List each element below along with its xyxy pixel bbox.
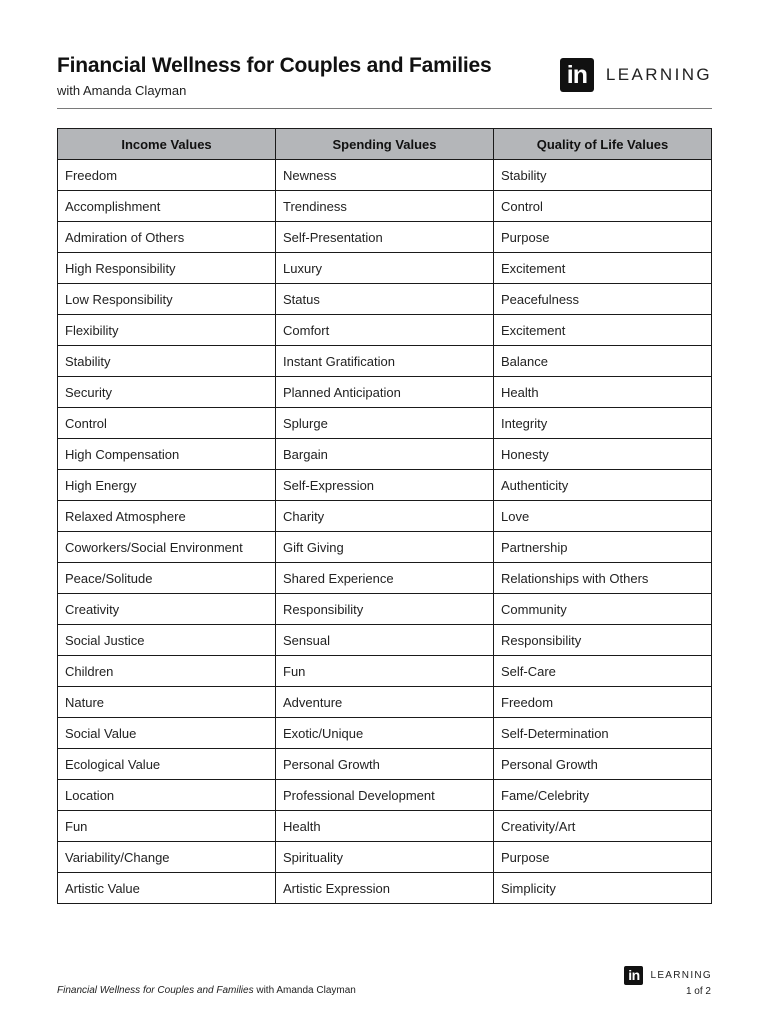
table-row (58, 873, 712, 904)
table-row (58, 625, 712, 656)
spending-value-cell: Newness (276, 160, 494, 191)
spending-value-cell: Trendiness (276, 191, 494, 222)
table-row (58, 656, 712, 687)
quality-of-life-value-cell: Freedom (494, 687, 712, 718)
spending-value-cell: Gift Giving (276, 532, 494, 563)
quality-of-life-value-cell: Control (494, 191, 712, 222)
table-row (58, 346, 712, 377)
income-value-cell: Nature (58, 687, 276, 718)
table-row (58, 842, 712, 873)
table-row (58, 222, 712, 253)
income-value-cell: Freedom (58, 160, 276, 191)
income-value-cell: High Compensation (58, 439, 276, 470)
linkedin-learning-logo (560, 57, 712, 93)
spending-value-cell: Artistic Expression (276, 873, 494, 904)
quality-of-life-value-cell: Excitement (494, 253, 712, 284)
table-row (58, 439, 712, 470)
income-value-cell: High Responsibility (58, 253, 276, 284)
document-header (57, 54, 712, 109)
table-row (58, 315, 712, 346)
spending-value-cell: Self-Presentation (276, 222, 494, 253)
quality-of-life-value-cell: Integrity (494, 408, 712, 439)
spending-value-cell: Comfort (276, 315, 494, 346)
quality-of-life-value-cell: Self-Care (494, 656, 712, 687)
linkedin-icon: in (560, 58, 594, 92)
quality-of-life-value-cell: Relationships with Others (494, 563, 712, 594)
spending-value-cell: Status (276, 284, 494, 315)
quality-of-life-value-cell: Responsibility (494, 625, 712, 656)
quality-of-life-value-cell: Honesty (494, 439, 712, 470)
column-header-income: Income Values (58, 129, 276, 160)
quality-of-life-value-cell: Simplicity (494, 873, 712, 904)
table-row (58, 811, 712, 842)
spending-value-cell: Personal Growth (276, 749, 494, 780)
spending-value-cell: Instant Gratification (276, 346, 494, 377)
table-body (58, 160, 712, 904)
quality-of-life-value-cell: Self-Determination (494, 718, 712, 749)
income-value-cell: Variability/Change (58, 842, 276, 873)
quality-of-life-value-cell: Authenticity (494, 470, 712, 501)
table-row (58, 749, 712, 780)
quality-of-life-value-cell: Balance (494, 346, 712, 377)
spending-value-cell: Responsibility (276, 594, 494, 625)
table-row (58, 594, 712, 625)
spending-value-cell: Fun (276, 656, 494, 687)
income-value-cell: Ecological Value (58, 749, 276, 780)
table-row (58, 377, 712, 408)
spending-value-cell: Bargain (276, 439, 494, 470)
income-value-cell: Artistic Value (58, 873, 276, 904)
footer-course-title: Financial Wellness for Couples and Families (57, 985, 254, 996)
income-value-cell: Accomplishment (58, 191, 276, 222)
table-row (58, 718, 712, 749)
income-value-cell: Location (58, 780, 276, 811)
document-subtitle: with Amanda Clayman (57, 83, 187, 98)
table-row (58, 284, 712, 315)
quality-of-life-value-cell: Peacefulness (494, 284, 712, 315)
linkedin-icon: in (624, 966, 643, 985)
footer-course-credit (57, 985, 356, 996)
table-row (58, 191, 712, 222)
quality-of-life-value-cell: Love (494, 501, 712, 532)
spending-value-cell: Spirituality (276, 842, 494, 873)
spending-value-cell: Charity (276, 501, 494, 532)
table-row (58, 780, 712, 811)
income-value-cell: Creativity (58, 594, 276, 625)
table-row (58, 687, 712, 718)
column-header-quality-of-life: Quality of Life Values (494, 129, 712, 160)
income-value-cell: Relaxed Atmosphere (58, 501, 276, 532)
income-value-cell: Coworkers/Social Environment (58, 532, 276, 563)
table-header-row (58, 129, 712, 160)
spending-value-cell: Splurge (276, 408, 494, 439)
quality-of-life-value-cell: Community (494, 594, 712, 625)
income-value-cell: High Energy (58, 470, 276, 501)
income-value-cell: Social Value (58, 718, 276, 749)
table-row (58, 532, 712, 563)
table-row (58, 160, 712, 191)
income-value-cell: Peace/Solitude (58, 563, 276, 594)
table-row (58, 253, 712, 284)
income-value-cell: Admiration of Others (58, 222, 276, 253)
quality-of-life-value-cell: Excitement (494, 315, 712, 346)
table-row (58, 408, 712, 439)
page-number: 1 of 2 (685, 986, 711, 997)
quality-of-life-value-cell: Stability (494, 160, 712, 191)
values-table (57, 128, 712, 904)
income-value-cell: Fun (58, 811, 276, 842)
quality-of-life-value-cell: Purpose (494, 222, 712, 253)
income-value-cell: Security (58, 377, 276, 408)
spending-value-cell: Adventure (276, 687, 494, 718)
brand-text: LEARNING (605, 65, 712, 84)
footer-course-author: with Amanda Clayman (253, 985, 356, 996)
table-row (58, 563, 712, 594)
spending-value-cell: Exotic/Unique (276, 718, 494, 749)
income-value-cell: Flexibility (58, 315, 276, 346)
spending-value-cell: Planned Anticipation (276, 377, 494, 408)
table-row (58, 501, 712, 532)
spending-value-cell: Health (276, 811, 494, 842)
spending-value-cell: Luxury (276, 253, 494, 284)
column-header-spending: Spending Values (276, 129, 494, 160)
spending-value-cell: Shared Experience (276, 563, 494, 594)
quality-of-life-value-cell: Purpose (494, 842, 712, 873)
spending-value-cell: Self-Expression (276, 470, 494, 501)
footer-brand-text: LEARNING (650, 970, 712, 981)
footer-linkedin-learning-logo (624, 966, 712, 985)
document-title: Financial Wellness for Couples and Families (57, 54, 492, 77)
table-row (58, 470, 712, 501)
income-value-cell: Control (58, 408, 276, 439)
income-value-cell: Stability (58, 346, 276, 377)
quality-of-life-value-cell: Health (494, 377, 712, 408)
spending-value-cell: Sensual (276, 625, 494, 656)
income-value-cell: Social Justice (58, 625, 276, 656)
spending-value-cell: Professional Development (276, 780, 494, 811)
income-value-cell: Children (58, 656, 276, 687)
quality-of-life-value-cell: Personal Growth (494, 749, 712, 780)
quality-of-life-value-cell: Partnership (494, 532, 712, 563)
income-value-cell: Low Responsibility (58, 284, 276, 315)
quality-of-life-value-cell: Fame/Celebrity (494, 780, 712, 811)
quality-of-life-value-cell: Creativity/Art (494, 811, 712, 842)
